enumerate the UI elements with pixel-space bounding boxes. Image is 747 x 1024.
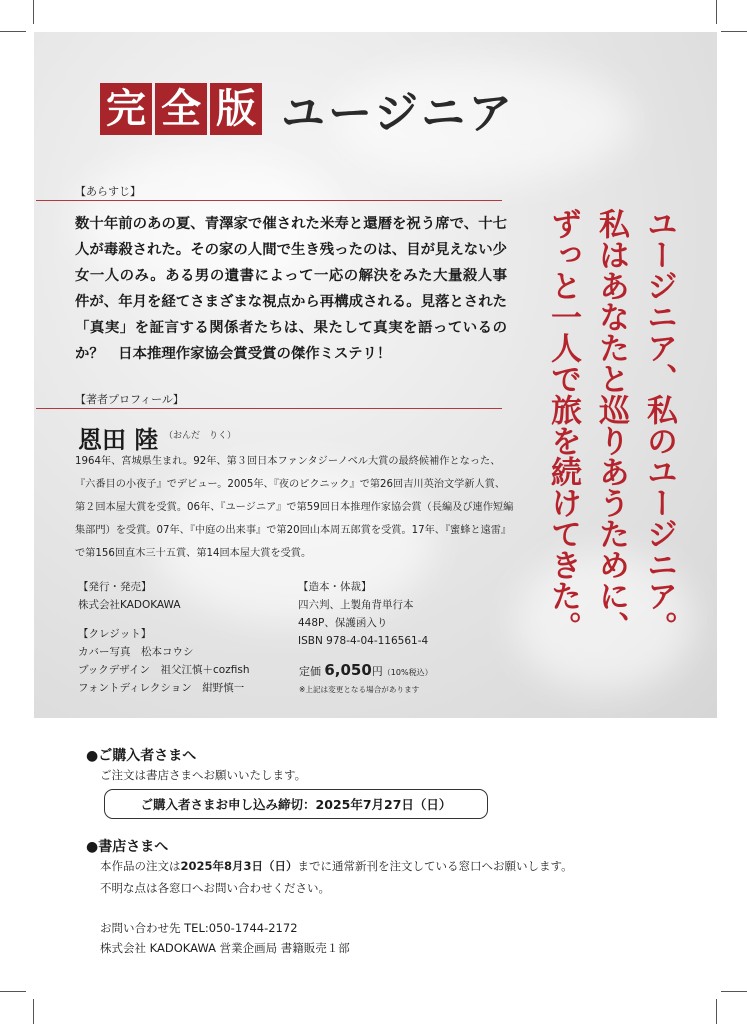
contact-phone: お問い合わせ先 TEL:050-1744-2172 <box>100 921 298 935</box>
book-title <box>100 81 515 137</box>
price-unit: 円 <box>371 665 383 678</box>
price-label: 定価 <box>299 665 321 678</box>
buyers-heading: ●ご購入者さまへ <box>86 748 197 764</box>
stores-order-date: 2025年8月3日（日） <box>180 859 298 873</box>
credits-block <box>78 625 249 697</box>
credit-line: カバー写真 松本コウシ <box>78 646 194 658</box>
author-bio: 1964年、宮城県生まれ。92年、第３回日本ファンタジーノベル大賞の最終候補作となった、『六番目の小夜子』でデビュー。2005年、『夜のピクニック』で第26回吉川英治文学新人賞、第２回本屋大賞を受賞。06年、『ユージニア』で第59回日本推理作家協会賞（長編及び連作短編集部門）を受賞。07年、『中庭の出来事』で第20回山本周五郎賞を受賞。17年、『蜜蜂と遠雷』で第156回直木三十五賞、第14回本屋大賞を受賞。 <box>75 456 514 559</box>
section-rule <box>36 200 502 201</box>
catchcopy-column-2: 私はあなたと巡りあうために、 <box>593 208 629 642</box>
credits-label: 【クレジット】 <box>78 628 152 640</box>
crop-mark <box>716 0 717 24</box>
price-note: ※上記は変更となる場合があります <box>299 685 420 694</box>
stores-heading: ●書店さまへ <box>86 839 169 855</box>
deadline-box <box>104 789 488 819</box>
section-rule <box>36 408 502 409</box>
crop-mark <box>33 999 34 1024</box>
crop-mark <box>716 999 717 1024</box>
crop-mark <box>0 991 26 992</box>
author-label: 【著者プロフィール】 <box>75 393 184 406</box>
crop-mark <box>33 0 34 24</box>
crop-mark <box>0 31 26 32</box>
catchcopy-column-1: ユージニア、私のユージニア。 <box>641 208 677 642</box>
contact-company: 株式会社 KADOKAWA 営業企画局 書籍販売１部 <box>100 941 350 955</box>
price-tax: （10%税込） <box>382 668 433 677</box>
binding-line: 448P、保護函入り <box>298 617 388 629</box>
binding-block <box>298 578 428 650</box>
binding-line: ISBN 978-4-04-116561-4 <box>298 635 429 647</box>
catchcopy-column-3: ずっと一人で旅を続けてきた。 <box>545 208 581 642</box>
title-kanji-box: 版 <box>210 83 262 135</box>
binding-line: 四六判、上製角背単行本 <box>298 599 414 611</box>
stores-line-1-suffix: までに通常新刊を注文している窓口へお願いします。 <box>297 859 573 873</box>
crop-mark <box>721 991 747 992</box>
buyers-text: ご注文は書店さまへお願いいたします。 <box>100 768 307 782</box>
synopsis-label: 【あらすじ】 <box>75 185 141 198</box>
publisher-name: 株式会社KADOKAWA <box>78 599 181 611</box>
crop-mark <box>721 31 747 32</box>
deadline-text: ご購入者さまお申し込み締切：2025年7月27日（日） <box>140 797 452 812</box>
binding-label: 【造本・体裁】 <box>298 581 372 593</box>
author-reading: （おんだ りく） <box>164 431 237 441</box>
price-block <box>299 661 433 682</box>
title-main: ユージニア <box>281 88 516 139</box>
credit-line: フォントディレクション 紺野慎一 <box>78 682 245 694</box>
synopsis-text: 数十年前のあの夏、青澤家で催された米寿と還暦を祝う席で、十七人が毒殺された。その家の人間で生き残ったのは、目が見えない少女一人のみ。ある男の遺書によって一応の解決をみた大量殺人事件が、年月を経てさまざまな視点から再構成される。見落とされた「真実」を証言する関係者たちは、果たして真実を語っているのか？ 日本推理作家協会賞受賞の傑作ミステリ！ <box>75 216 507 362</box>
publisher-block <box>78 578 181 614</box>
credit-line: ブックデザイン 祖父江慎＋cozfish <box>78 664 250 676</box>
price-value: 6,050 <box>324 661 372 679</box>
author-name: 恩田 陸 <box>78 426 159 454</box>
stores-line-2: 不明な点は各窓口へお問い合わせください。 <box>100 881 330 895</box>
title-kanji-box: 全 <box>155 83 207 135</box>
title-kanji-box: 完 <box>100 83 152 135</box>
stores-line-1-prefix: 本作品の注文は <box>100 859 181 873</box>
publisher-label: 【発行・発売】 <box>78 581 152 593</box>
stores-line-1 <box>100 858 573 874</box>
